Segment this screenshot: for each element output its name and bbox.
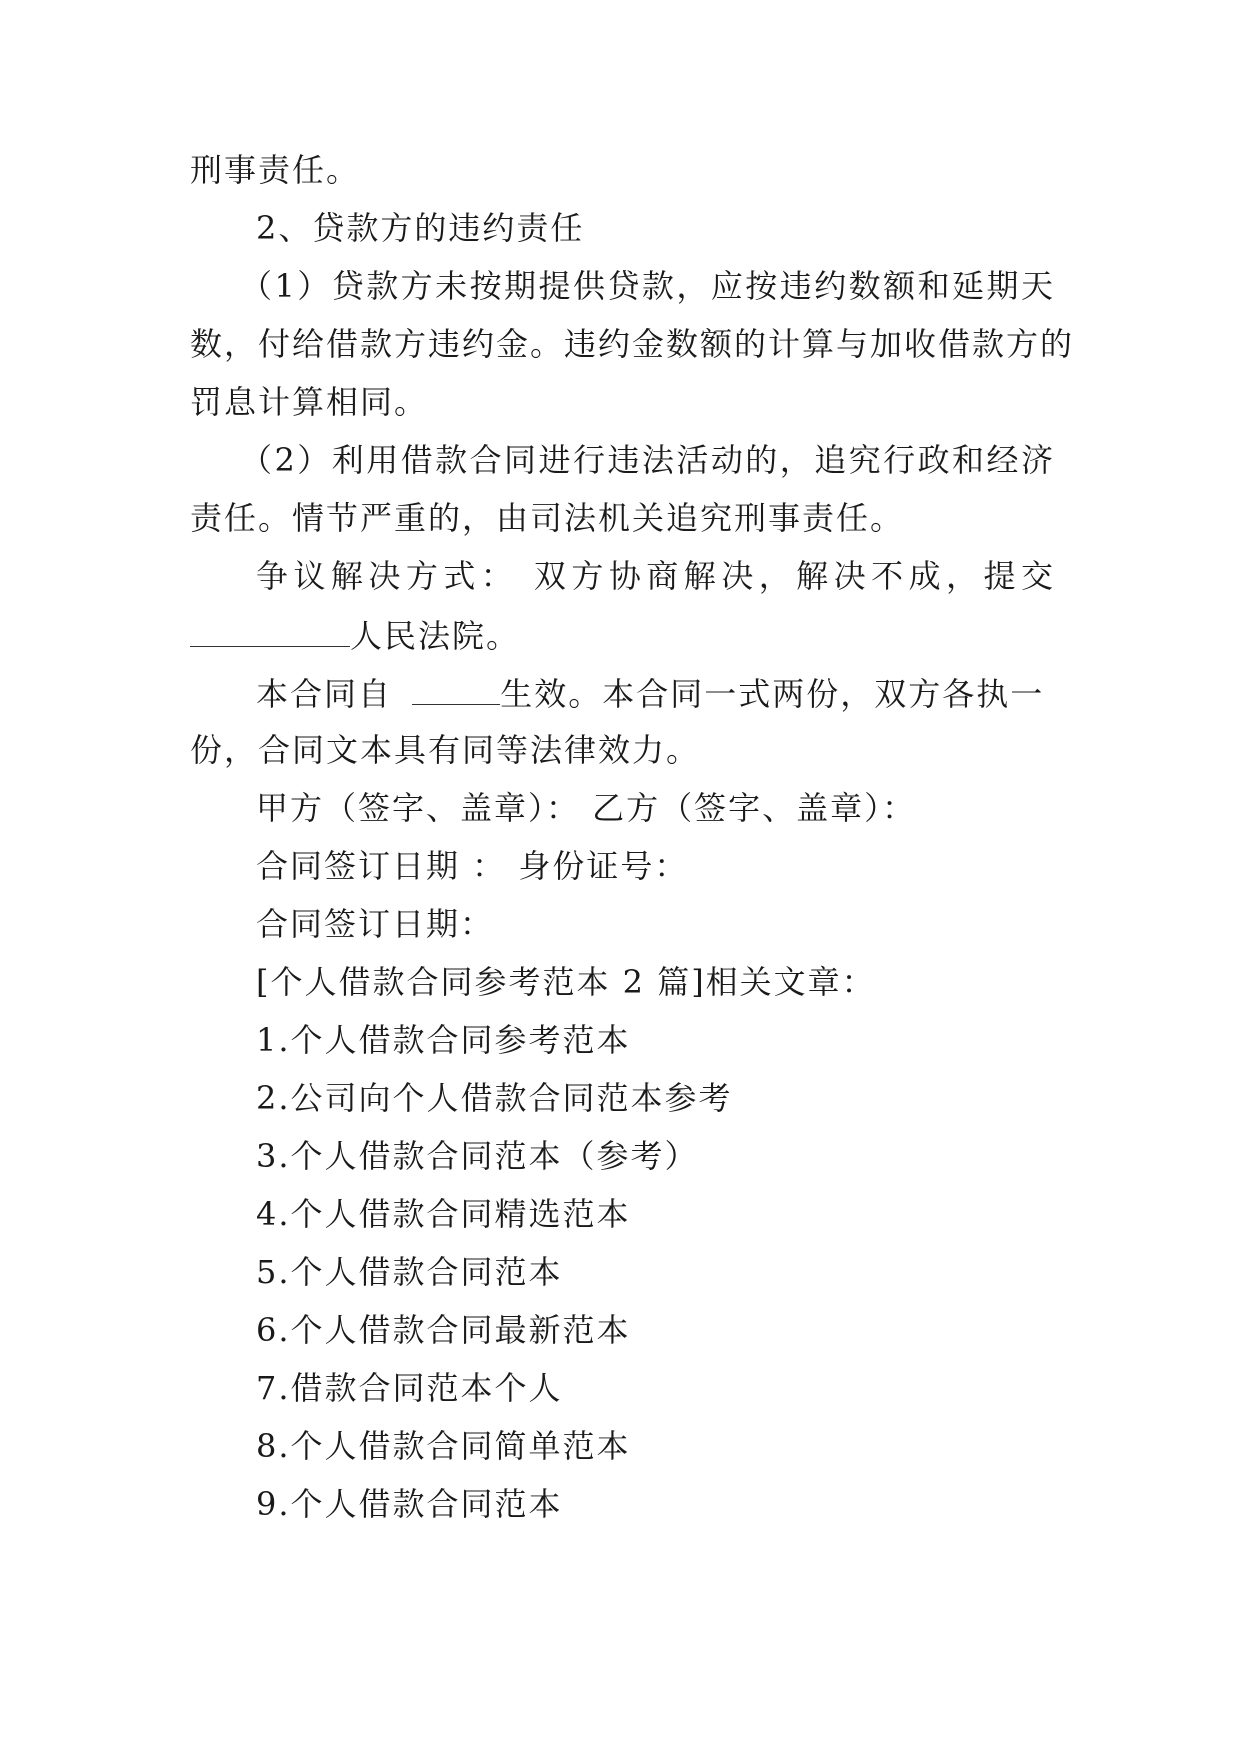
signature-date-line: 合同签订日期：: [256, 905, 495, 943]
blank-court-name: [190, 614, 350, 647]
paragraph-text: 生效。本合同一式两份，双方各执一: [500, 675, 1045, 713]
blank-effective-date: [412, 672, 500, 705]
paragraph-line: [190, 614, 520, 654]
related-article-link[interactable]: 2.公司向个人借款合同范本参考: [256, 1079, 733, 1117]
paragraph-line: [256, 672, 1055, 712]
related-article-link[interactable]: 4.个人借款合同精选范本: [256, 1195, 631, 1233]
related-article-link[interactable]: 6.个人借款合同最新范本: [256, 1311, 631, 1349]
paragraph-line: （2）利用借款合同进行违法活动的，追究行政和经济: [240, 441, 1055, 479]
related-article-link[interactable]: 3.个人借款合同范本（参考）: [256, 1137, 699, 1175]
signature-line: 甲方（签字、盖章）： 乙方（签字、盖章）：: [256, 789, 917, 827]
section-heading: 2、贷款方的违约责任: [256, 209, 585, 247]
paragraph-line: 份，合同文本具有同等法律效力。: [190, 731, 701, 769]
related-article-link[interactable]: 8.个人借款合同简单范本: [256, 1427, 631, 1465]
related-article-link[interactable]: 7.借款合同范本个人: [256, 1369, 563, 1407]
paragraph-line: 争议解决方式： 双方协商解决，解决不成，提交: [256, 557, 1055, 595]
paragraph-line: 刑事责任。: [190, 151, 361, 189]
paragraph-text: 人民法院。: [350, 617, 521, 655]
paragraph-text: 本合同自: [256, 675, 405, 713]
paragraph-line: 数，付给借款方违约金。违约金数额的计算与加收借款方的: [190, 325, 1075, 363]
paragraph-line: 责任。情节严重的，由司法机关追究刑事责任。: [190, 499, 905, 537]
related-article-link[interactable]: 9.个人借款合同范本: [256, 1485, 563, 1523]
related-articles-heading: [个人借款合同参考范本 2 篇]相关文章：: [256, 963, 876, 1001]
paragraph-line: （1）贷款方未按期提供贷款，应按违约数额和延期天: [240, 267, 1055, 305]
related-article-link[interactable]: 5.个人借款合同范本: [256, 1253, 563, 1291]
signature-date-line: 合同签订日期 ： 身份证号：: [256, 847, 689, 885]
related-article-link[interactable]: 1.个人借款合同参考范本: [256, 1021, 631, 1059]
paragraph-line: 罚息计算相同。: [190, 383, 429, 421]
